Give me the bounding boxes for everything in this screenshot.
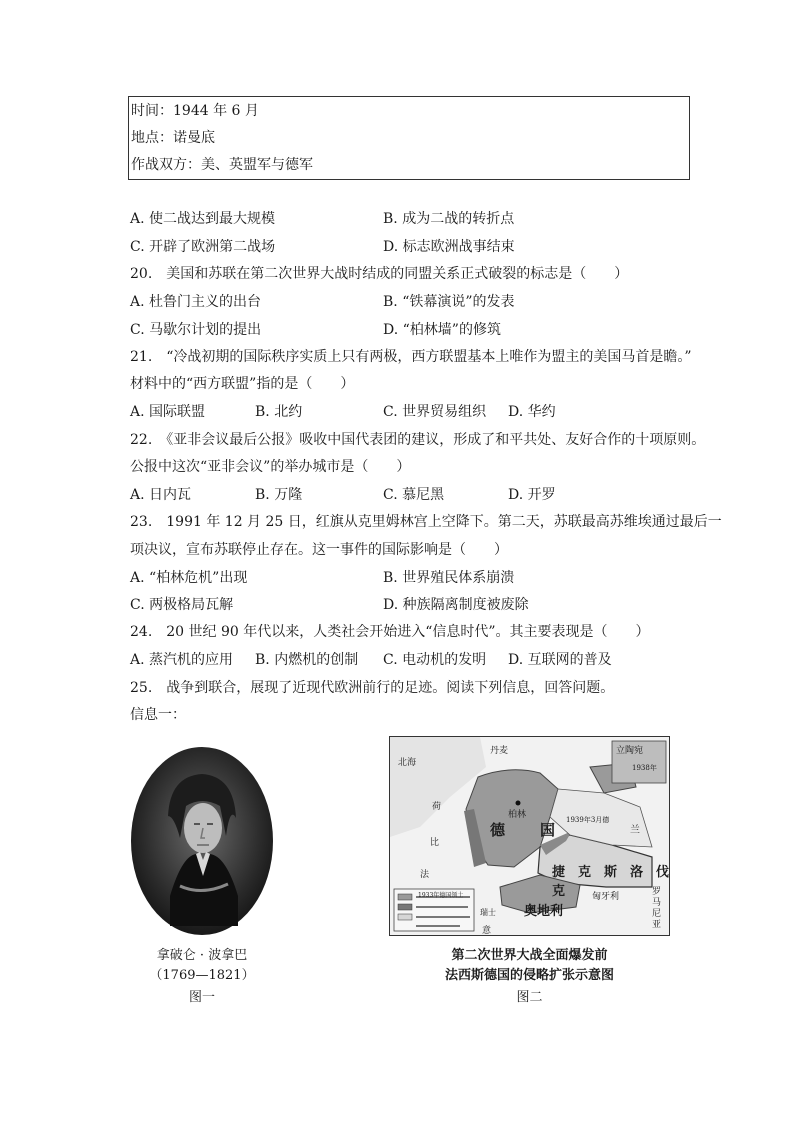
q24-option-a: A. 蒸汽机的应用 [130, 652, 234, 668]
map-legend-title: 1933年德国领土 [418, 892, 464, 899]
q20-option-a: A. 杜鲁门主义的出台 [130, 294, 262, 310]
q21-option-d: D. 华约 [508, 404, 556, 420]
q21-stem-line1: 21. “冷战初期的国际秩序实质上只有两极，西方联盟基本上唯作为盟主的美国马首是瞻。” [130, 349, 692, 365]
map-label-italy: 意 [482, 926, 492, 936]
map-label-belgium: 比 [430, 838, 440, 848]
map-label-germany-1: 德 [490, 821, 506, 839]
figure2-caption-line2: 法西斯德国的侵略扩张示意图 [444, 968, 614, 983]
material-time: 时间：1944 年 6 月 [131, 103, 259, 119]
map-label-romania: 罗马尼亚 [652, 887, 662, 930]
map-label-berlin: 柏林 [508, 810, 527, 820]
q19-option-b: B. 成为二战的转折点 [383, 211, 515, 227]
q19-option-a: A. 使二战达到最大规模 [130, 211, 276, 227]
material-box [128, 96, 690, 180]
map-label-austria: 奥地利 [524, 904, 564, 919]
germany-expansion-map [389, 736, 683, 936]
map-label-france: 法 [420, 870, 430, 880]
q21-option-c: C. 世界贸易组织 [383, 404, 487, 420]
q20-stem: 20. 美国和苏联在第二次世界大战时结成的同盟关系正式破裂的标志是（ ） [130, 266, 629, 282]
map-label-hungary: 匈牙利 [592, 892, 620, 902]
q22-option-c: C. 慕尼黑 [383, 487, 445, 503]
q24-option-b: B. 内燃机的创制 [255, 652, 359, 668]
q23-option-a: A. “柏林危机”出现 [130, 570, 248, 586]
map-label-1938: 1938年 [632, 764, 657, 772]
q20-option-b: B. “铁幕演说”的发表 [383, 294, 515, 310]
q19-option-d: D. 标志欧洲战事结束 [383, 239, 515, 255]
q22-option-a: A. 日内瓦 [130, 487, 192, 503]
figure1-caption-name: 拿破仑 · 波拿巴 [156, 948, 248, 963]
q20-option-d: D. “柏林墙”的修筑 [383, 322, 501, 338]
map-label-lithuania: 立陶宛 [616, 746, 644, 756]
q20-option-c: C. 马歇尔计划的提出 [130, 322, 262, 338]
figure1-label: 图一 [188, 990, 215, 1005]
q23-option-c: C. 两极格局瓦解 [130, 597, 234, 613]
figure2-label: 图二 [516, 990, 543, 1005]
info-one-label: 信息一： [130, 707, 186, 723]
q22-stem-line1: 22. 《亚非会议最后公报》吸收中国代表团的建议，形成了和平共处、友好合作的十项原则。 [130, 432, 706, 448]
q23-option-b: B. 世界殖民体系崩溃 [383, 570, 515, 586]
q23-option-d: D. 种族隔离制度被废除 [383, 597, 529, 613]
map-label-1939: 1939年3月德 [566, 816, 610, 824]
material-sides: 作战双方：美、英盟军与德军 [131, 157, 313, 173]
q23-stem-line2: 项决议，宣布苏联停止存在。这一事件的国际影响是（ ） [130, 542, 508, 558]
napoleon-portrait [130, 746, 274, 936]
q25-stem: 25. 战争到联合，展现了近现代欧洲前行的足迹。阅读下列信息，回答问题。 [130, 680, 615, 696]
q21-stem-line2: 材料中的“西方联盟”指的是（ ） [130, 376, 355, 392]
q19-option-c: C. 开辟了欧洲第二战场 [130, 239, 276, 255]
figure1-caption-years: （1769—1821） [149, 968, 255, 983]
q24-option-c: C. 电动机的发明 [383, 652, 487, 668]
q21-option-b: B. 北约 [255, 404, 303, 420]
q24-stem: 24. 20 世纪 90 年代以来，人类社会开始进入“信息时代”。其主要表现是（ ） [130, 624, 650, 640]
map-label-sea: 北海 [398, 758, 417, 768]
q22-option-d: D. 开罗 [508, 487, 556, 503]
q21-option-a: A. 国际联盟 [130, 404, 206, 420]
q22-stem-line2: 公报中这次“亚非会议”的举办城市是（ ） [130, 459, 411, 475]
map-label-denmark: 丹麦 [490, 746, 509, 756]
q24-option-d: D. 互联网的普及 [508, 652, 612, 668]
map-label-germany-2: 国 [540, 821, 556, 839]
map-label-czechoslovakia: 捷 克 斯 洛 伐 克 [552, 865, 683, 899]
q23-stem-line1: 23. 1991 年 12 月 25 日，红旗从克里姆林宫上空降下。第二天，苏联最高苏维埃通过最后一 [130, 514, 722, 530]
map-label-poland: 兰 [630, 825, 640, 836]
figure2-caption-line1: 第二次世界大战全面爆发前 [451, 948, 608, 963]
material-place: 地点：诺曼底 [131, 130, 215, 146]
map-label-netherlands: 荷 [432, 802, 442, 812]
map-label-switzerland: 瑞士 [480, 908, 496, 917]
q22-option-b: B. 万隆 [255, 487, 303, 503]
